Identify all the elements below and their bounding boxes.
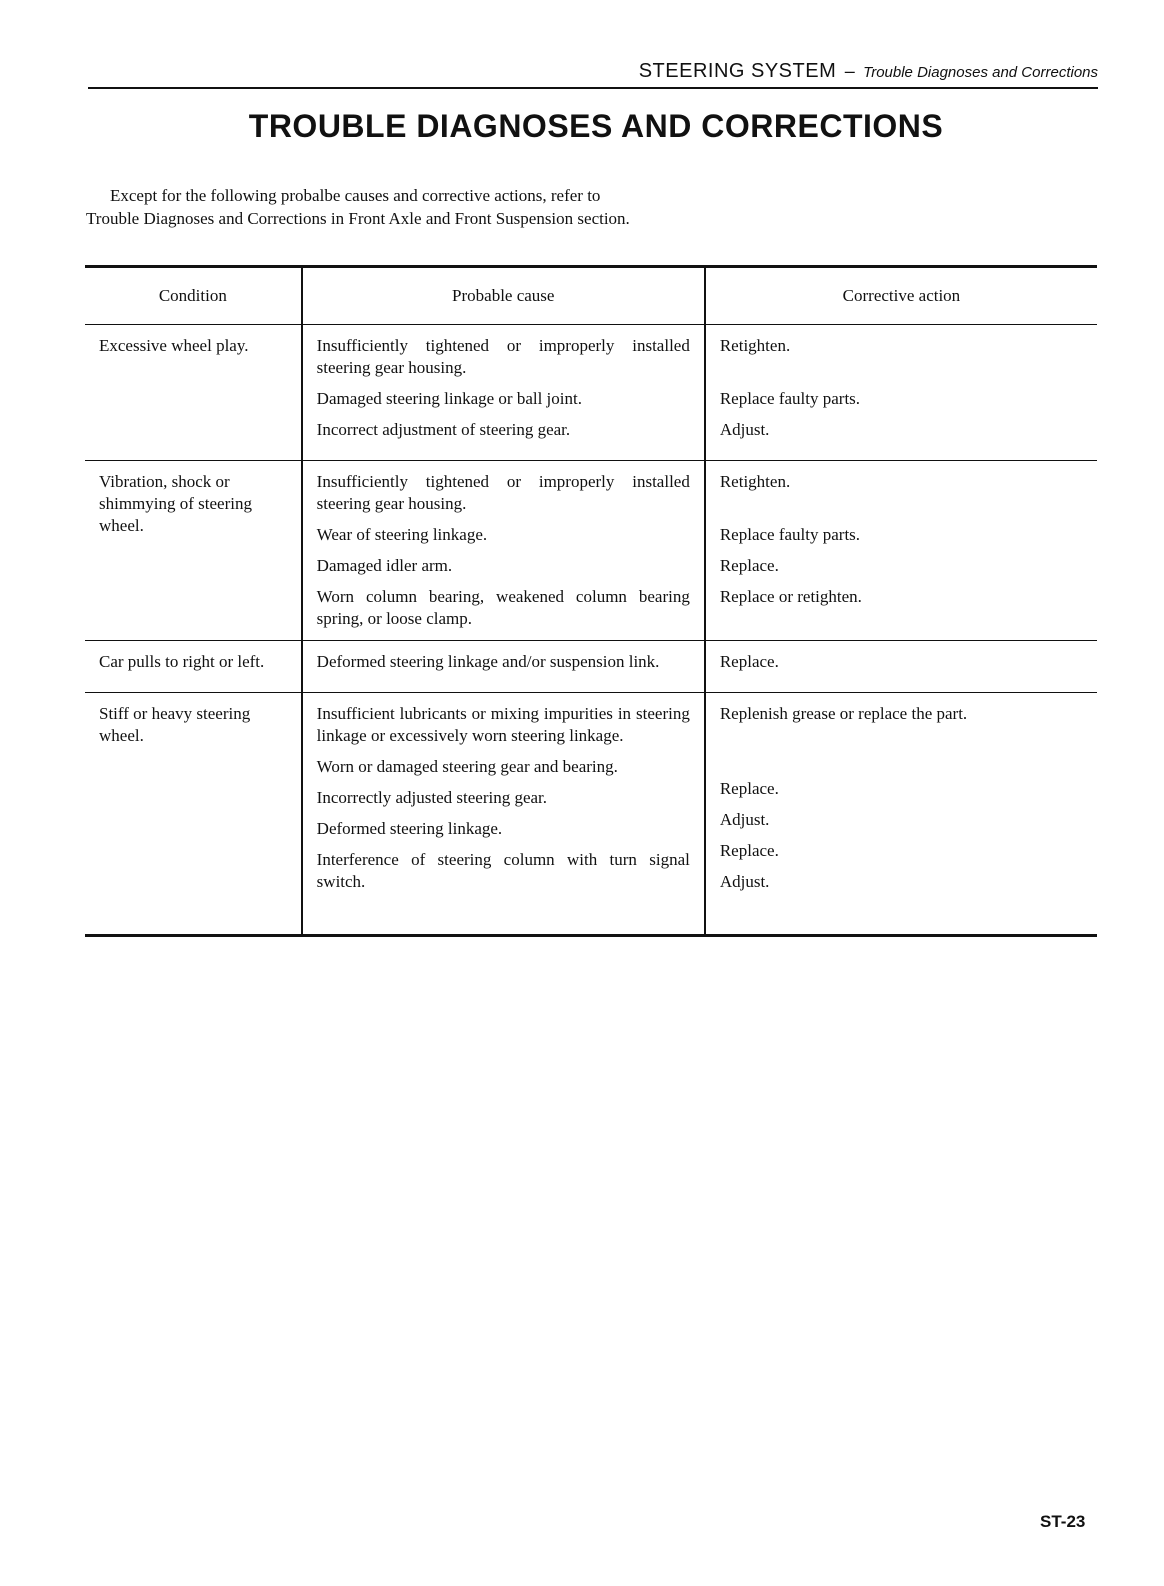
cause-item: Interference of steering column with turn signal switch. [316, 850, 690, 891]
cause-item: Incorrectly adjusted steering gear. [316, 788, 548, 807]
action-item: Replace faulty parts. [719, 525, 861, 544]
cause-item: Insufficiently tightened or improperly installed steering gear housing. [316, 336, 690, 377]
table-header-row [85, 267, 1097, 325]
cause-cell [302, 693, 705, 936]
intro-line-1: Except for the following probalbe causes and corrective actions, refer to [110, 186, 601, 205]
action-cell [705, 325, 1097, 461]
condition-cell: Excessive wheel play. [85, 325, 302, 461]
action-item: Replenish grease or replace the part. [719, 704, 968, 723]
cause-item: Worn or damaged steering gear and bearing. [316, 757, 618, 776]
column-header-condition: Condition [85, 267, 302, 325]
condition-cell: Car pulls to right or left. [85, 641, 302, 693]
condition-cell: Vibration, shock or shimmying of steering wheel. [85, 461, 302, 641]
action-item: Replace. [719, 841, 779, 860]
cause-item: Wear of steering linkage. [316, 525, 488, 544]
action-item: Retighten. [719, 472, 791, 491]
cause-cell [302, 325, 705, 461]
action-item: Adjust. [719, 810, 770, 829]
diagnosis-table [85, 265, 1097, 937]
action-item: Replace faulty parts. [719, 389, 861, 408]
cause-item: Insufficiently tightened or improperly installed steering gear housing. [316, 472, 690, 513]
header-subsection: Trouble Diagnoses and Corrections [863, 64, 1098, 81]
action-item: Adjust. [719, 872, 770, 891]
cause-item: Insufficient lubricants or mixing impurities in steering linkage or excessively worn steering linkage. [316, 704, 690, 745]
intro-line-2: Trouble Diagnoses and Corrections in Front Axle and Front Suspension section. [86, 209, 630, 228]
page-title: TROUBLE DIAGNOSES AND CORRECTIONS [248, 108, 944, 144]
condition-cell: Stiff or heavy steering wheel. [99, 704, 251, 745]
table-row [85, 641, 1097, 693]
action-item: Retighten. [719, 336, 791, 355]
cause-item: Worn column bearing, weakened column bearing spring, or loose clamp. [316, 587, 690, 628]
action-item: Replace. [719, 652, 779, 671]
table-row [85, 325, 1097, 461]
action-item: Adjust. [719, 420, 770, 439]
running-header [88, 60, 1098, 89]
cause-item: Deformed steering linkage. [316, 819, 503, 838]
action-cell [705, 461, 1097, 641]
cause-item: Damaged steering linkage or ball joint. [316, 389, 582, 408]
header-section: STEERING SYSTEM [638, 60, 837, 82]
cause-item: Deformed steering linkage and/or suspension link. [316, 652, 660, 671]
page-number: ST-23 [1040, 1512, 1086, 1531]
action-cell [705, 693, 1097, 936]
column-header-probable-cause: Probable cause [302, 267, 705, 325]
action-cell [705, 641, 1097, 693]
cause-item: Incorrect adjustment of steering gear. [316, 420, 571, 439]
action-item: Replace. [719, 779, 779, 798]
cause-item: Damaged idler arm. [316, 556, 453, 575]
column-header-corrective-action: Corrective action [705, 267, 1097, 325]
header-dash: – [844, 61, 855, 81]
table-row [85, 693, 1097, 936]
table-row [85, 461, 1097, 641]
cause-cell [302, 461, 705, 641]
action-item: Replace or retighten. [719, 587, 862, 606]
cause-cell [302, 641, 705, 693]
intro-paragraph [86, 184, 766, 230]
action-item: Replace. [719, 556, 779, 575]
